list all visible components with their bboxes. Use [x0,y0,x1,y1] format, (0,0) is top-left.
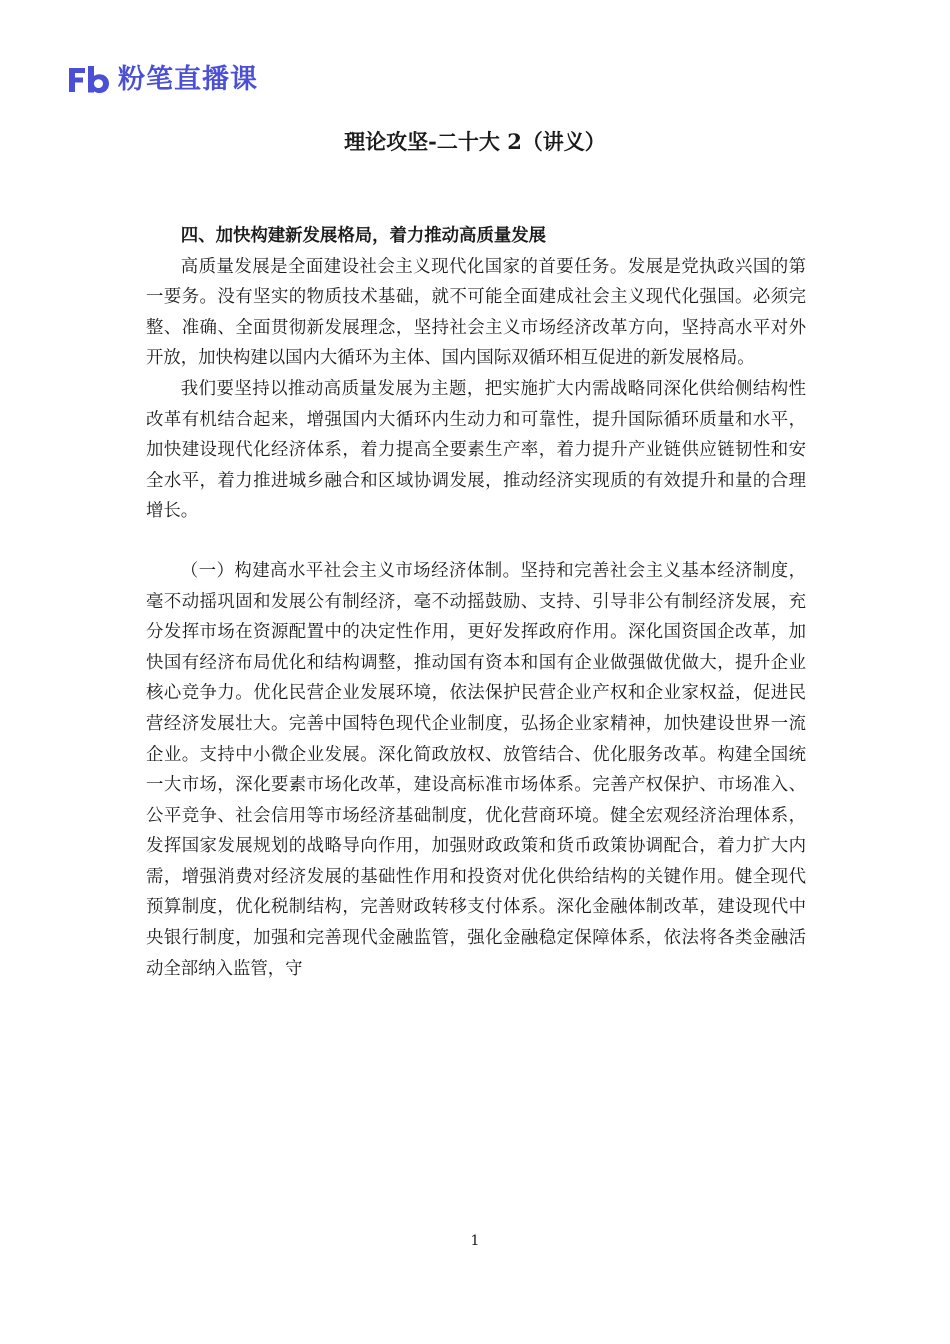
page-number: 1 [470,1233,480,1249]
paragraph-3: （一）构建高水平社会主义市场经济体制。坚持和完善社会主义基本经济制度，毫不动摇巩固和发展公有制经济，毫不动摇鼓励、支持、引导非公有制经济发展，充分发挥市场在资源配置中的决定性作用，更好发挥政府作用。深化国资国企改革，加快国有经济布局优化和结构调整，推动国有资本和国有企业做强做优做大，提升企业核心竞争力。优化民营企业发展环境，依法保护民营企业产权和企业家权益，促进民营经济发展壮大。完善中国特色现代企业制度，弘扬企业家精神，加快建设世界一流企业。支持中小微企业发展。深化简政放权、放管结合、优化服务改革。构建全国统一大市场，深化要素市场化改革，建设高标准市场体系。完善产权保护、市场准入、公平竞争、社会信用等市场经济基础制度，优化营商环境。健全宏观经济治理体系，发挥国家发展规划的战略导向作用，加强财政政策和货币政策协调配合，着力扩大内需，增强消费对经济发展的基础性作用和投资对优化供给结构的关键作用。健全现代预算制度，优化税制结构，完善财政转移支付体系。深化金融体制改革，建设现代中央银行制度，加强和完善现代金融监管，强化金融稳定保障体系，依法将各类金融活动全部纳入监管，守 [146,560,806,979]
document-title: 理论攻坚-二十大 2（讲义） [344,129,606,154]
paragraph-2: 我们要坚持以推动高质量发展为主题，把实施扩大内需战略同深化供给侧结构性改革有机结合起来，增强国内大循环内生动力和可靠性，提升国际循环质量和水平，加快建设现代化经济体系，着力提高全要素生产率，着力提升产业链供应链韧性和安全水平，着力推进城乡融合和区域协调发展，推动经济实现质的有效提升和量的合理增长。 [146,378,806,522]
brand-logo [66,62,258,98]
paragraph-1: 高质量发展是全面建设社会主义现代化国家的首要任务。发展是党执政兴国的第一要务。没有坚实的物质技术基础，就不可能全面建成社会主义现代化强国。必须完整、准确、全面贯彻新发展理念，坚持社会主义市场经济改革方向，坚持高水平对外开放，加快构建以国内大循环为主体、国内国际双循环相互促进的新发展格局。 [146,256,806,369]
document-body [146,221,806,984]
brand-name: 粉笔直播课 [118,64,258,95]
section-heading: 四、加快构建新发展格局，着力推动高质量发展 [180,226,547,246]
fb-logo-icon [66,62,112,98]
